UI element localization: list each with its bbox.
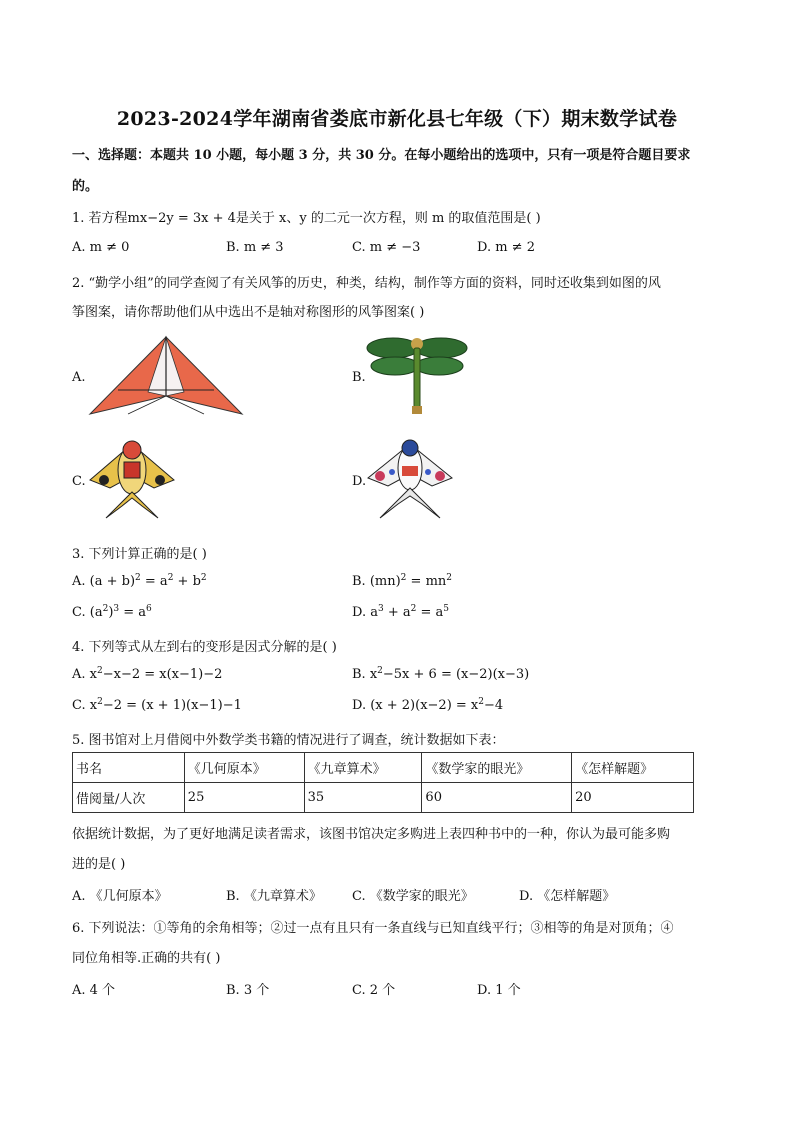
q6-option-b: B. 3 个 (226, 983, 270, 998)
table-row (73, 783, 694, 813)
q6-option-d: D. 1 个 (477, 983, 521, 998)
q2-stem: 2. “勤学小组”的同学查阅了有关风筝的历史，种类，结构，制作等方面的资料，同时还收集到如图的风 (72, 276, 661, 291)
q5-option-c: C. 《数学家的眼光》 (352, 889, 474, 904)
q3-option-d: D. $a^3 + a^2 = a^5$ (352, 604, 450, 620)
q6-option-a: A. 4 个 (72, 983, 116, 998)
q4-option-c: C. $x^2-2 = (x + 1)(x-1)-1$ (72, 697, 242, 713)
table-cell: 60 (422, 783, 572, 813)
q1-option-c: C. m ≠ −3 (352, 240, 421, 255)
q5-option-d: D. 《怎样解题》 (519, 889, 616, 904)
table-cell: 《数学家的眼光》 (422, 753, 572, 783)
q5-followup-cont: 进的是( ) (72, 857, 126, 872)
table-header-row (73, 753, 694, 783)
q5-followup: 依据统计数据，为了更好地满足读者需求，该图书馆决定多购进上表四种书中的一种，你认为最可能多购 (72, 827, 671, 842)
q3-option-c: C. $(a^2)^3 = a^6$ (72, 604, 152, 620)
q4-option-d: D. $(x + 2)(x-2) = x^2-4$ (352, 697, 504, 713)
kite-dragonfly-image (366, 334, 468, 416)
q1-option-b: B. m ≠ 3 (226, 240, 284, 255)
q4-stem: 4. 下列等式从左到右的变形是因式分解的是( ) (72, 640, 337, 655)
kite-swallow-yellow-image (88, 436, 176, 520)
q1-option-a: A. m ≠ 0 (72, 240, 130, 255)
q2-option-d: D. (352, 474, 367, 489)
borrow-stats-table (72, 752, 694, 813)
page-title: 2023-2024学年湖南省娄底市新化县七年级（下）期末数学试卷 (116, 108, 678, 130)
q3-stem: 3. 下列计算正确的是( ) (72, 547, 207, 562)
q6-option-c: C. 2 个 (352, 983, 396, 998)
q2-option-c: C. (72, 474, 86, 489)
q1-option-d: D. m ≠ 2 (477, 240, 535, 255)
kite-swallow-colorful-image (366, 436, 454, 520)
q5-option-a: A. 《几何原本》 (72, 889, 168, 904)
section-heading-cont: 的。 (72, 179, 99, 194)
q5-stem: 5. 图书馆对上月借阅中外数学类书籍的情况进行了调查，统计数据如下表： (72, 733, 505, 748)
q1-stem: 1. 若方程mx−2y = 3x + 4是关于 x、y 的二元一次方程，则 m 的取值范围是( ) (72, 211, 541, 226)
q6-stem-cont: 同位角相等.正确的共有( ) (72, 951, 221, 966)
table-cell: 20 (572, 783, 694, 813)
table-cell: 《九章算术》 (304, 753, 422, 783)
q2-option-a: A. (72, 370, 86, 385)
table-cell: 25 (184, 783, 304, 813)
q2-option-b: B. (352, 370, 366, 385)
table-cell: 《怎样解题》 (572, 753, 694, 783)
kite-delta-image (88, 334, 244, 416)
table-cell: 借阅量/人次 (73, 783, 185, 813)
table-cell: 书名 (73, 753, 185, 783)
section-heading: 一、选择题：本题共 10 小题，每小题 3 分，共 30 分。在每小题给出的选项中，只有一项是符合题目要求 (72, 148, 691, 163)
q2-stem-cont: 筝图案，请你帮助他们从中选出不是轴对称图形的风筝图案( ) (72, 305, 425, 320)
table-cell: 《几何原本》 (184, 753, 304, 783)
q4-option-a: A. $x^2-x-2 = x(x-1)-2$ (72, 666, 223, 682)
q5-option-b: B. 《九章算术》 (226, 889, 322, 904)
q3-option-b: B. $(mn)^2 = mn^2$ (352, 573, 452, 589)
q4-option-b: B. $x^2-5x + 6 = (x-2)(x-3)$ (352, 666, 530, 682)
q6-stem: 6. 下列说法：①等角的余角相等；②过一点有且只有一条直线与已知直线平行；③相等的角是对顶角；④ (72, 921, 674, 936)
q3-option-a: A. $(a + b)^2 = a^2 + b^2$ (72, 573, 207, 589)
table-cell: 35 (304, 783, 422, 813)
